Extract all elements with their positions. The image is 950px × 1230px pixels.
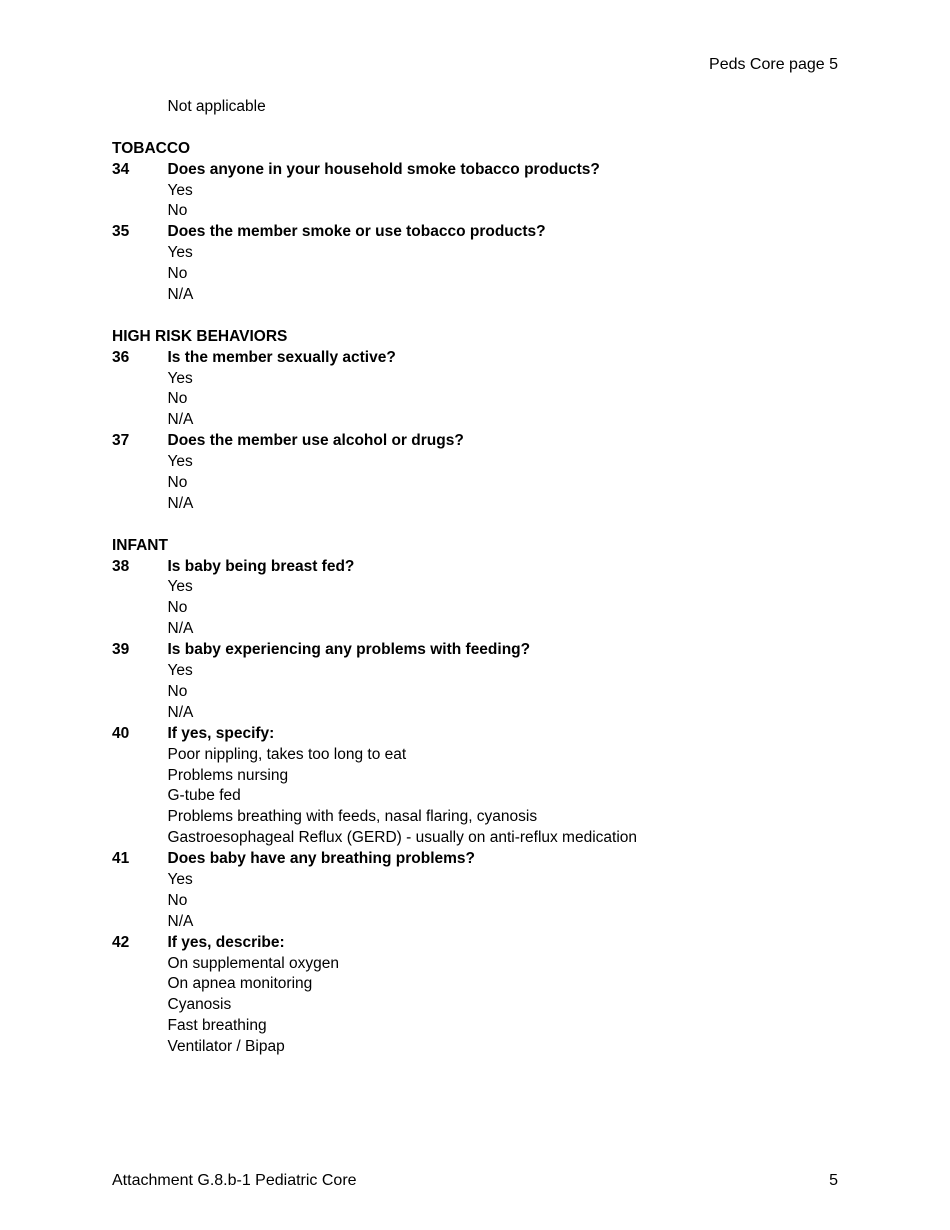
question-text: Does the member use alcohol or drugs?	[167, 432, 464, 450]
answer-option: On supplemental oxygen	[167, 954, 339, 972]
question-number: 35	[112, 223, 130, 241]
answer-option: N/A	[167, 411, 194, 429]
section-spacer	[112, 515, 838, 536]
answer-option: Yes	[167, 181, 193, 199]
answer-option: G-tube fed	[167, 787, 241, 805]
answer-option: N/A	[167, 620, 194, 638]
footer-attachment-label: Attachment G.8.b-1 Pediatric Core	[112, 1172, 357, 1189]
question-text: Is baby being breast fed?	[167, 557, 355, 575]
question-34	[112, 160, 838, 181]
question-39	[112, 640, 838, 661]
question-text: Is the member sexually active?	[167, 348, 396, 366]
question-text: Is baby experiencing any problems with feeding?	[167, 641, 531, 659]
question-41	[112, 849, 838, 870]
answer-option: No	[167, 682, 188, 700]
answer-option: No	[167, 599, 188, 617]
question-number: 41	[112, 850, 130, 868]
question-42	[112, 933, 838, 954]
question-40	[112, 724, 838, 745]
answer-option: N/A	[167, 494, 194, 512]
question-number: 34	[112, 160, 130, 178]
section-title-high-risk: HIGH RISK BEHAVIORS	[112, 327, 288, 345]
footer-page-number: 5	[829, 1172, 838, 1189]
question-36	[112, 348, 838, 369]
question-number: 40	[112, 724, 130, 742]
answer-option: Cyanosis	[167, 996, 232, 1014]
answer-option: No	[167, 891, 188, 909]
answer-option: Yes	[167, 244, 193, 262]
answer-option: N/A	[167, 912, 194, 930]
answer-option: N/A	[167, 703, 194, 721]
question-text: If yes, describe:	[167, 933, 285, 951]
answer-option: Poor nippling, takes too long to eat	[167, 745, 407, 763]
page-header: Peds Core page 5	[709, 56, 838, 73]
answer-option: No	[167, 390, 188, 408]
section-spacer	[112, 118, 838, 139]
carryover-option: Not applicable	[167, 98, 266, 115]
answer-option: Problems nursing	[167, 766, 289, 784]
answer-option: No	[167, 202, 188, 220]
questionnaire-body	[112, 97, 838, 1058]
question-number: 36	[112, 348, 130, 366]
answer-option: No	[167, 474, 188, 492]
question-number: 39	[112, 641, 130, 659]
answer-option: Fast breathing	[167, 1017, 267, 1035]
answer-option: Gastroesophageal Reflux (GERD) - usually on anti-reflux medication	[167, 829, 638, 847]
question-35	[112, 222, 838, 243]
section-spacer	[112, 306, 838, 327]
question-38	[112, 557, 838, 578]
section-title-tobacco: TOBACCO	[112, 139, 191, 157]
question-text: Does anyone in your household smoke tobacco products?	[167, 160, 600, 178]
answer-option: Yes	[167, 578, 193, 596]
question-number: 38	[112, 557, 130, 575]
question-text: If yes, specify:	[167, 724, 275, 742]
question-37	[112, 431, 838, 452]
answer-option: On apnea monitoring	[167, 975, 313, 993]
question-text: Does the member smoke or use tobacco products?	[167, 223, 546, 241]
answer-option: No	[167, 265, 188, 283]
answer-option: Ventilator / Bipap	[167, 1038, 285, 1056]
section-title-infant: INFANT	[112, 536, 168, 554]
answer-option: Yes	[167, 662, 193, 680]
question-number: 37	[112, 432, 130, 450]
answer-option: N/A	[167, 286, 194, 304]
question-number: 42	[112, 933, 130, 951]
answer-option: Problems breathing with feeds, nasal flaring, cyanosis	[167, 808, 538, 826]
answer-option: Yes	[167, 369, 193, 387]
question-text: Does baby have any breathing problems?	[167, 850, 475, 868]
answer-option: Yes	[167, 870, 193, 888]
answer-option: Yes	[167, 453, 193, 471]
